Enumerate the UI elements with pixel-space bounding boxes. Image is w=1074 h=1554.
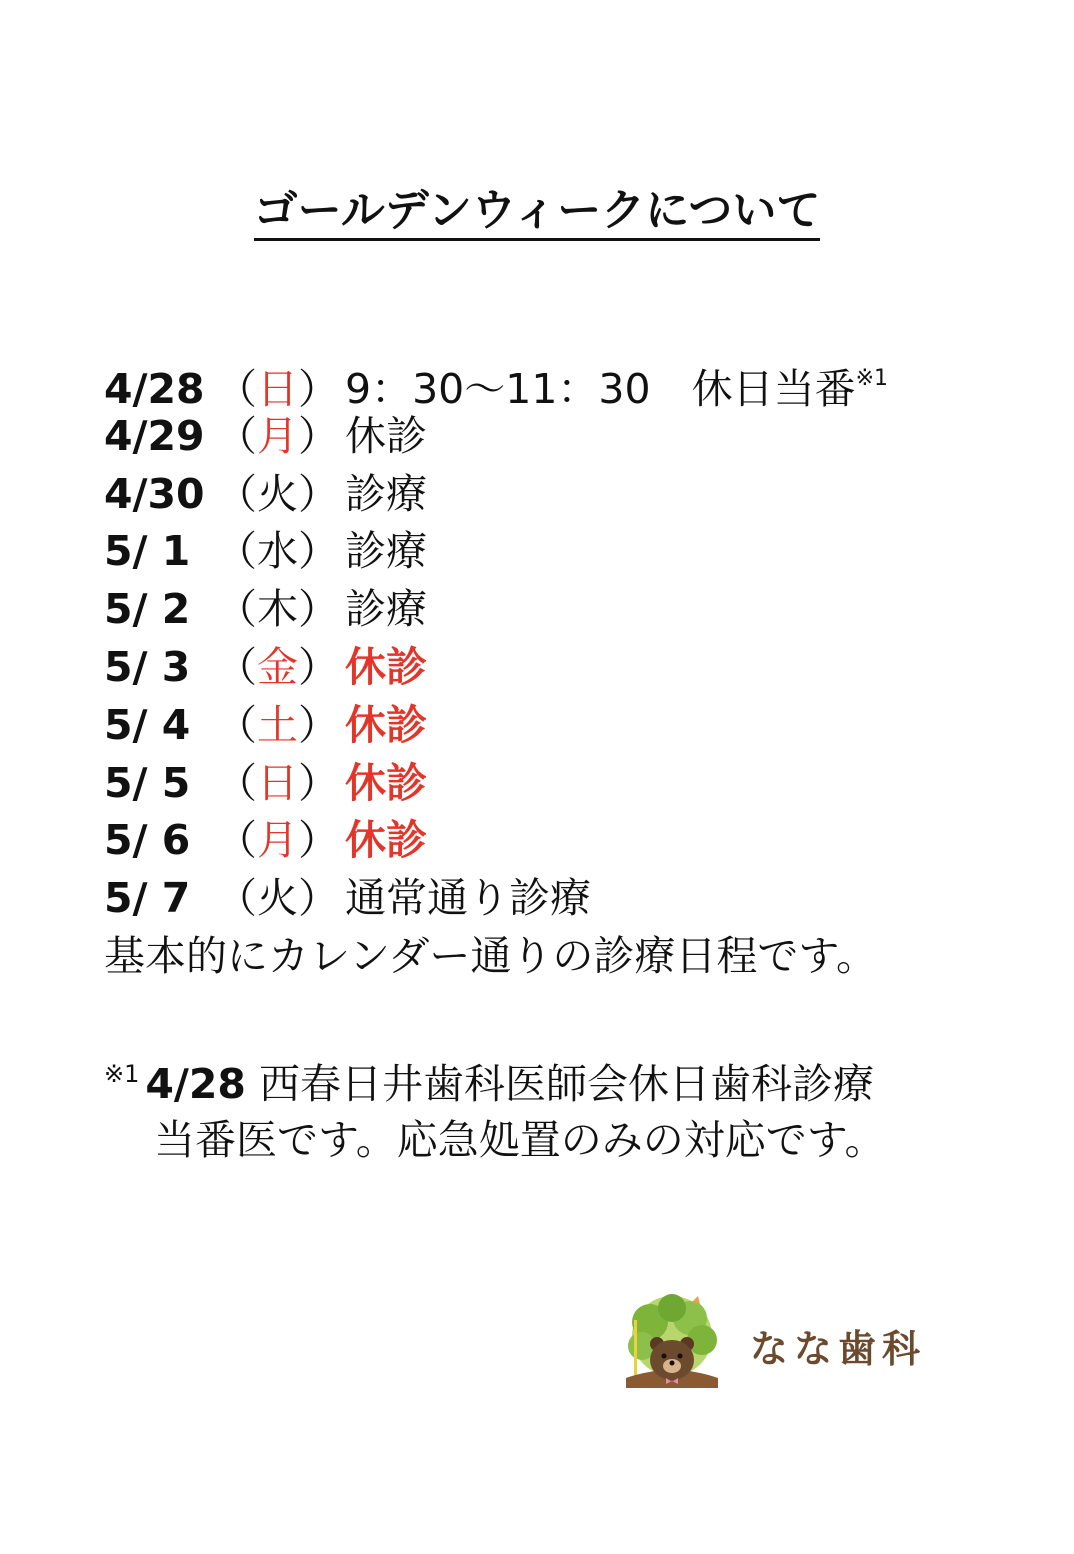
schedule-day: 火: [257, 469, 298, 518]
footnote-line-1: [104, 1046, 885, 1112]
schedule-date: 5/ 7: [104, 874, 191, 923]
schedule-day: 木: [257, 585, 298, 634]
schedule-status: 休診: [345, 411, 427, 460]
page-title: [0, 184, 1074, 238]
schedule-date: 5/ 3: [104, 642, 191, 691]
schedule-row: 4/30 （火） 診療: [104, 466, 888, 524]
schedule-date: 5/ 5: [104, 758, 191, 807]
schedule-date: 5/ 6: [104, 816, 191, 865]
schedule-row: 5/ 6 （月） 休診: [104, 812, 888, 870]
schedule-row: 5/ 1 （水） 診療: [104, 523, 888, 581]
schedule-status: 休診: [345, 816, 427, 865]
schedule-status: 診療: [345, 527, 427, 576]
footnote-text-1: 西春日井歯科医師会休日歯科診療: [259, 1060, 874, 1108]
schedule-row: 5/ 7 （火） 通常通り診療: [104, 870, 888, 928]
footnote-date: 4/28: [145, 1060, 246, 1108]
page-title-text: ゴールデンウィークについて: [254, 185, 821, 241]
schedule-date: 4/29: [104, 411, 205, 460]
summary-text: 基本的にカレンダー通りの診療日程です。: [104, 931, 878, 980]
schedule-day: 月: [257, 411, 298, 460]
schedule-row: 4/28 （日） 9：30〜11：30 休日当番$^{※1}$: [104, 350, 888, 408]
tree-bear-logo-icon: [620, 1292, 724, 1392]
clinic-logo: [620, 1292, 950, 1392]
footnote-mark: ※1: [104, 1060, 140, 1088]
note-mark: ※1: [855, 366, 889, 391]
schedule-date: 4/28: [104, 365, 205, 413]
clinic-name: なな歯科: [750, 1327, 927, 1371]
schedule-day: 火: [257, 874, 298, 923]
schedule-day: 土: [257, 700, 298, 749]
schedule-status: 休診: [345, 758, 427, 807]
schedule-day: 日: [257, 365, 298, 413]
schedule-day: 月: [257, 816, 298, 865]
schedule-date: 4/30: [104, 469, 205, 518]
schedule-status: 9：30〜11：30 休日当番: [345, 365, 856, 413]
schedule-status: 休診: [345, 642, 427, 691]
schedule-day: 金: [257, 642, 298, 691]
schedule-status: 通常通り診療: [345, 874, 591, 923]
schedule-row: 5/ 2 （木） 診療: [104, 581, 888, 639]
schedule-list: [104, 350, 888, 986]
schedule-date: 5/ 2: [104, 585, 191, 634]
schedule-day: 日: [257, 758, 298, 807]
schedule-day: 水: [257, 527, 298, 576]
footnote: [104, 1046, 885, 1168]
schedule-row: 4/29 （月） 休診: [104, 408, 888, 466]
schedule-date: 5/ 1: [104, 527, 191, 576]
schedule-row: 5/ 4 （土） 休診: [104, 697, 888, 755]
schedule-status: 診療: [345, 469, 427, 518]
schedule-row: 5/ 5 （日） 休診: [104, 755, 888, 813]
footnote-text-2: 当番医です。応急処置のみの対応です。: [154, 1116, 886, 1164]
schedule-status: 休診: [345, 700, 427, 749]
schedule-date: 5/ 4: [104, 700, 191, 749]
schedule-row: 5/ 3 （金） 休診: [104, 639, 888, 697]
schedule-status: 診療: [345, 585, 427, 634]
